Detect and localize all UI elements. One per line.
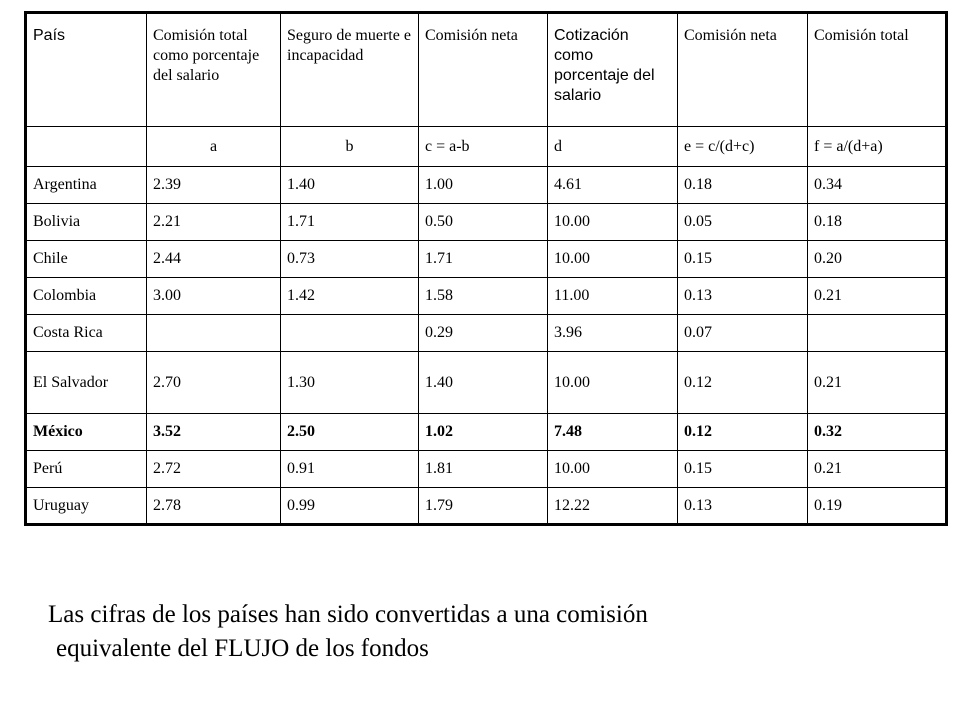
value-cell: 1.30: [281, 352, 419, 414]
country-cell: Bolivia: [26, 204, 147, 241]
table-row: [26, 488, 947, 525]
value-cell: 10.00: [548, 241, 678, 278]
value-cell: 0.15: [678, 241, 808, 278]
value-cell: 1.02: [419, 414, 548, 451]
value-cell: 2.72: [147, 451, 281, 488]
formula-cell: [26, 127, 147, 167]
value-cell: 7.48: [548, 414, 678, 451]
value-cell: 2.70: [147, 352, 281, 414]
country-cell: México: [26, 414, 147, 451]
country-cell: Uruguay: [26, 488, 147, 525]
value-cell: 0.91: [281, 451, 419, 488]
value-cell: 2.21: [147, 204, 281, 241]
value-cell: 1.58: [419, 278, 548, 315]
value-cell: 4.61: [548, 167, 678, 204]
value-cell: [281, 315, 419, 352]
value-cell: 0.05: [678, 204, 808, 241]
header-cell-comision-neta-2: Comisión neta: [678, 13, 808, 127]
value-cell: 0.50: [419, 204, 548, 241]
header-cell-comision-neta: Comisión neta: [419, 13, 548, 127]
formula-row: [26, 127, 947, 167]
footnote: [48, 598, 928, 666]
formula-cell: a: [147, 127, 281, 167]
value-cell: 3.52: [147, 414, 281, 451]
value-cell: 1.79: [419, 488, 548, 525]
value-cell: 1.40: [281, 167, 419, 204]
header-cell-seguro: Seguro de muerte e incapacidad: [281, 13, 419, 127]
value-cell: 2.78: [147, 488, 281, 525]
value-cell: 10.00: [548, 352, 678, 414]
value-cell: 0.12: [678, 414, 808, 451]
value-cell: 0.21: [808, 278, 947, 315]
country-cell: El Salvador: [26, 352, 147, 414]
value-cell: 0.19: [808, 488, 947, 525]
value-cell: 1.40: [419, 352, 548, 414]
country-cell: Colombia: [26, 278, 147, 315]
value-cell: 0.18: [678, 167, 808, 204]
header-cell-pais: País: [26, 13, 147, 127]
value-cell: 12.22: [548, 488, 678, 525]
value-cell: 1.42: [281, 278, 419, 315]
formula-cell: d: [548, 127, 678, 167]
country-cell: Argentina: [26, 167, 147, 204]
footnote-line-2: equivalente del FLUJO de los fondos: [56, 635, 429, 662]
header-cell-comision-total: Comisión total: [808, 13, 947, 127]
header-cell-cotizacion: Cotización como porcentaje del salario: [548, 13, 678, 127]
value-cell: 0.73: [281, 241, 419, 278]
value-cell: 0.34: [808, 167, 947, 204]
table-row: [26, 315, 947, 352]
table-row: [26, 167, 947, 204]
value-cell: 10.00: [548, 451, 678, 488]
value-cell: [147, 315, 281, 352]
table-row: [26, 278, 947, 315]
commission-table: [24, 11, 948, 526]
value-cell: 0.20: [808, 241, 947, 278]
value-cell: 0.13: [678, 278, 808, 315]
country-cell: Chile: [26, 241, 147, 278]
value-cell: 0.21: [808, 352, 947, 414]
header-row: [26, 13, 947, 127]
value-cell: 2.50: [281, 414, 419, 451]
value-cell: 0.18: [808, 204, 947, 241]
value-cell: [808, 315, 947, 352]
value-cell: 11.00: [548, 278, 678, 315]
value-cell: 0.07: [678, 315, 808, 352]
value-cell: 0.21: [808, 451, 947, 488]
header-cell-comision-total-porcentaje: Comisión total como porcentaje del salario: [147, 13, 281, 127]
value-cell: 1.00: [419, 167, 548, 204]
value-cell: 1.81: [419, 451, 548, 488]
value-cell: 0.13: [678, 488, 808, 525]
value-cell: 10.00: [548, 204, 678, 241]
value-cell: 0.12: [678, 352, 808, 414]
table-row: [26, 451, 947, 488]
value-cell: 3.00: [147, 278, 281, 315]
country-cell: Perú: [26, 451, 147, 488]
value-cell: 3.96: [548, 315, 678, 352]
value-cell: 0.15: [678, 451, 808, 488]
value-cell: 0.32: [808, 414, 947, 451]
table-row: [26, 352, 947, 414]
value-cell: 0.99: [281, 488, 419, 525]
table-row: [26, 241, 947, 278]
value-cell: 1.71: [281, 204, 419, 241]
formula-cell: c = a-b: [419, 127, 548, 167]
country-cell: Costa Rica: [26, 315, 147, 352]
table-row-highlighted: [26, 414, 947, 451]
formula-cell: e = c/(d+c): [678, 127, 808, 167]
formula-cell: b: [281, 127, 419, 167]
formula-cell: f = a/(d+a): [808, 127, 947, 167]
value-cell: 2.44: [147, 241, 281, 278]
value-cell: 2.39: [147, 167, 281, 204]
value-cell: 0.29: [419, 315, 548, 352]
footnote-line-1: Las cifras de los países han sido convertidas a una comisión: [48, 601, 648, 628]
value-cell: 1.71: [419, 241, 548, 278]
table-row: [26, 204, 947, 241]
